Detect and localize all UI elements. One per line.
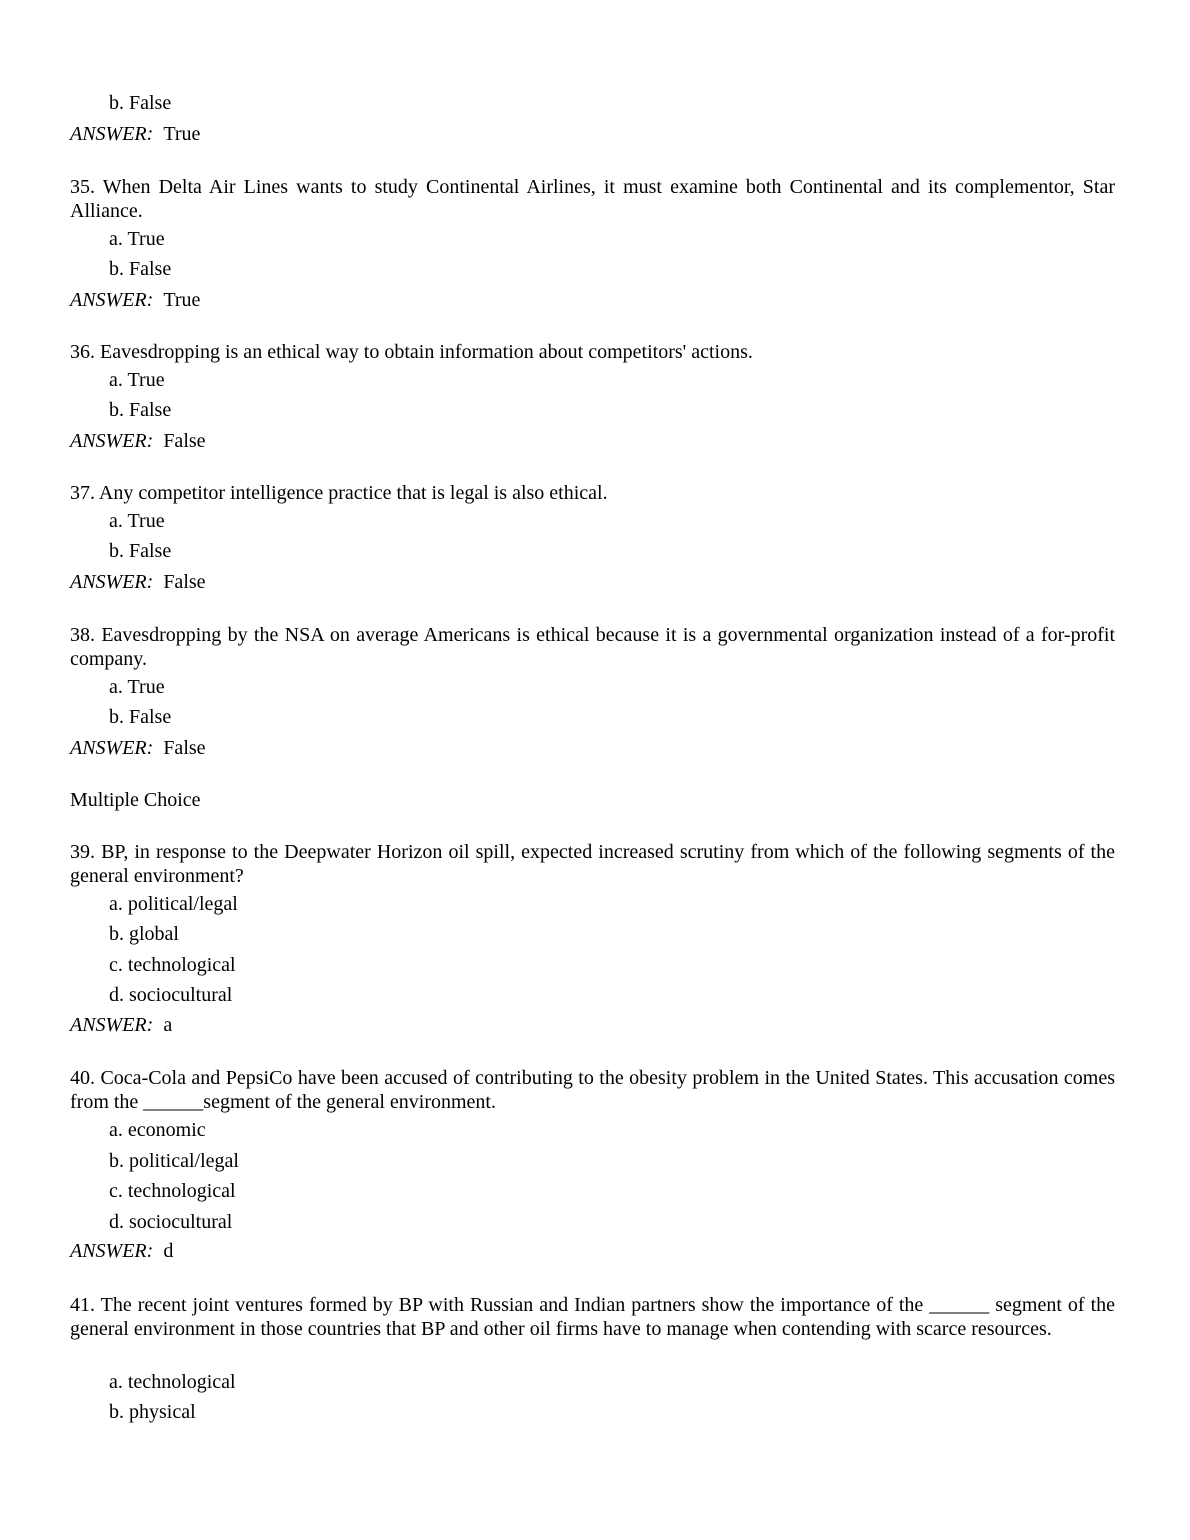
answer-value: False: [163, 430, 206, 452]
answer-label: ANSWER:: [70, 1240, 154, 1262]
question-41: 41. The recent joint ventures formed by BP with Russian and Indian partners show the importance of the ______ segment of the general environment in those countries that BP and other oil firms have to manage when contending with scarce resources.: [70, 1294, 1115, 1340]
answer-value: d: [163, 1240, 174, 1262]
question-36: 36. Eavesdropping is an ethical way to obtain information about competitors' actions.: [70, 341, 753, 363]
option-a: a. True: [109, 510, 165, 532]
option-d: d. sociocultural: [109, 1211, 233, 1233]
option-c: c. technological: [109, 1180, 236, 1202]
option-c: c. technological: [109, 954, 236, 976]
answer-line: [70, 122, 200, 146]
answer-line: [70, 429, 206, 453]
question-40: 40. Coca-Cola and PepsiCo have been accused of contributing to the obesity problem in the United States. This accusation comes from the ______segment of the general environment.: [70, 1067, 1115, 1113]
option-b: b. global: [109, 923, 179, 945]
option-b: b. False: [109, 706, 172, 728]
question-37: 37. Any competitor intelligence practice that is legal is also ethical.: [70, 482, 608, 504]
answer-line: [70, 1013, 172, 1037]
answer-label: ANSWER:: [70, 737, 154, 759]
option-b: b. physical: [109, 1401, 196, 1423]
question-35: 35. When Delta Air Lines wants to study Continental Airlines, it must examine both Continental and its complementor, Star Alliance.: [70, 176, 1115, 222]
option-b: b. False: [109, 258, 172, 280]
answer-label: ANSWER:: [70, 1014, 154, 1036]
answer-value: a: [163, 1014, 173, 1036]
section-heading: Multiple Choice: [70, 789, 201, 811]
answer-value: True: [163, 123, 201, 145]
answer-line: [70, 736, 206, 760]
option-a: a. economic: [109, 1119, 206, 1141]
option-b: b. False: [109, 92, 172, 114]
option-a: a. political/legal: [109, 893, 238, 915]
answer-value: False: [163, 571, 206, 593]
answer-line: [70, 288, 200, 312]
option-a: a. True: [109, 676, 165, 698]
answer-value: False: [163, 737, 206, 759]
answer-line: [70, 570, 206, 594]
answer-line: [70, 1239, 173, 1263]
question-39: 39. BP, in response to the Deepwater Horizon oil spill, expected increased scrutiny from which of the following segments of the general environment?: [70, 841, 1115, 887]
answer-label: ANSWER:: [70, 289, 154, 311]
answer-label: ANSWER:: [70, 571, 154, 593]
option-a: a. technological: [109, 1371, 236, 1393]
option-a: a. True: [109, 369, 165, 391]
answer-label: ANSWER:: [70, 430, 154, 452]
option-a: a. True: [109, 228, 165, 250]
option-b: b. False: [109, 540, 172, 562]
option-b: b. political/legal: [109, 1150, 239, 1172]
answer-value: True: [163, 289, 201, 311]
question-38: 38. Eavesdropping by the NSA on average Americans is ethical because it is a governmental organization instead of a for-profit company.: [70, 624, 1115, 670]
option-b: b. False: [109, 399, 172, 421]
option-d: d. sociocultural: [109, 984, 233, 1006]
answer-label: ANSWER:: [70, 123, 154, 145]
